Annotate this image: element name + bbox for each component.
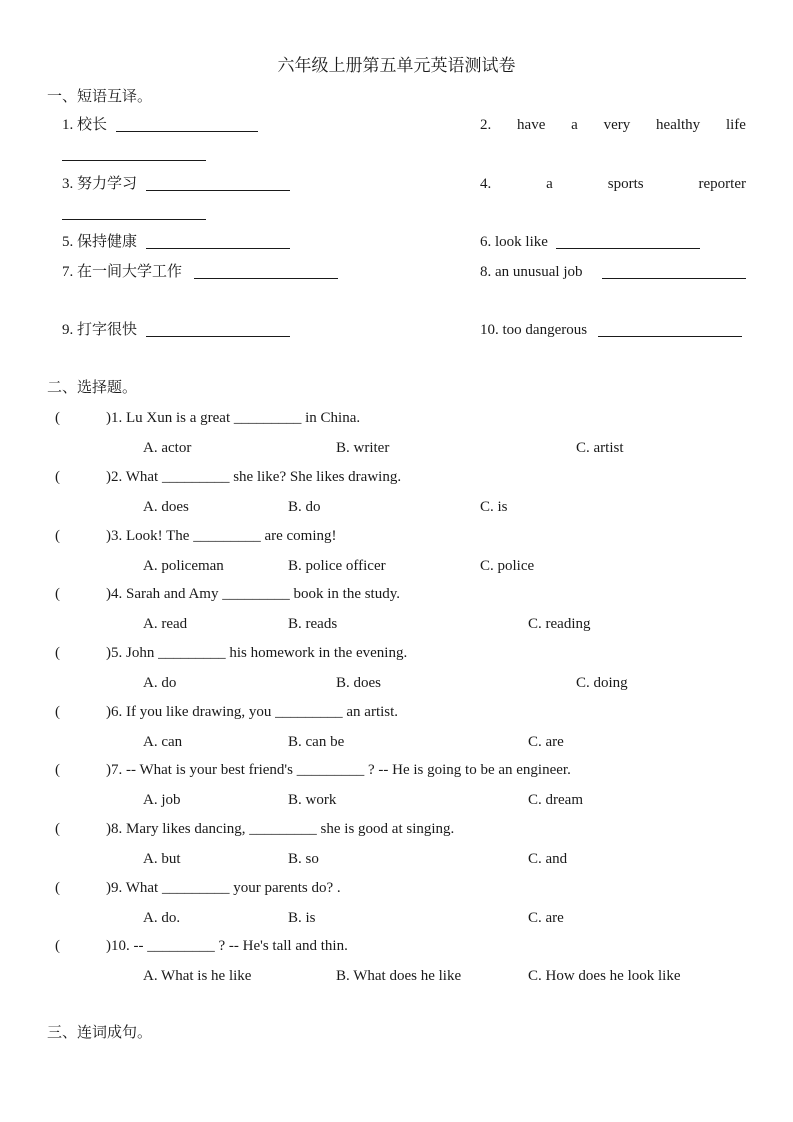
question-1: )1. Lu Xun is a great _________ in China.	[106, 410, 361, 426]
option-a-q9: A. do.	[143, 910, 181, 926]
phrase-item-9: 9. 打字很快	[62, 322, 138, 338]
word: life	[725, 117, 746, 133]
phrase-item-5: 5. 保持健康	[62, 234, 138, 250]
answer-line-10[interactable]	[598, 336, 742, 337]
phrase-item-6: 6. look like	[480, 234, 548, 250]
option-b-q3: B. police officer	[288, 558, 386, 574]
word: have	[517, 117, 546, 133]
option-a-q6: A. can	[143, 734, 183, 750]
question-3: )3. Look! The _________ are coming!	[106, 528, 337, 544]
answer-line-1[interactable]	[116, 131, 258, 132]
answer-paren-4[interactable]: (	[55, 586, 60, 602]
word: very	[603, 117, 631, 133]
answer-paren-1[interactable]: (	[55, 410, 60, 426]
option-b-q5: B. does	[336, 675, 381, 691]
question-7: )7. -- What is your best friend's _________ ? -- He is going to be an engineer.	[106, 762, 571, 778]
answer-paren-7[interactable]: (	[55, 762, 60, 778]
answer-line-6[interactable]	[556, 248, 700, 249]
question-4: )4. Sarah and Amy _________ book in the study.	[106, 586, 401, 602]
option-a-q5: A. do	[143, 675, 177, 691]
option-a-q2: A. does	[143, 499, 189, 515]
option-b-q6: B. can be	[288, 734, 345, 750]
option-a-q7: A. job	[143, 792, 181, 808]
word: 4.	[480, 176, 492, 192]
answer-line-3[interactable]	[146, 190, 290, 191]
answer-line-5[interactable]	[146, 248, 290, 249]
option-a-q1: A. actor	[143, 440, 192, 456]
option-a-q10: A. What is he like	[143, 968, 252, 984]
word: a	[571, 117, 578, 133]
option-b-q1: B. writer	[336, 440, 390, 456]
word: healthy	[656, 117, 701, 133]
question-8: )8. Mary likes dancing, _________ she is good at singing.	[106, 821, 455, 837]
answer-paren-6[interactable]: (	[55, 704, 60, 720]
word: reporter	[698, 176, 746, 192]
option-c-q8: C. and	[528, 851, 568, 867]
option-a-q3: A. policeman	[143, 558, 224, 574]
phrase-item-3: 3. 努力学习	[62, 176, 138, 192]
answer-paren-5[interactable]: (	[55, 645, 60, 661]
option-b-q9: B. is	[288, 910, 316, 926]
question-2: )2. What _________ she like? She likes drawing.	[106, 469, 402, 485]
option-c-q1: C. artist	[576, 440, 624, 456]
answer-paren-8[interactable]: (	[55, 821, 60, 837]
word: sports	[607, 176, 644, 192]
word: 2.	[480, 117, 492, 133]
answer-line-9[interactable]	[146, 336, 290, 337]
answer-line-2[interactable]	[62, 160, 206, 161]
option-c-q7: C. dream	[528, 792, 583, 808]
phrase-item-7: 7. 在一间大学工作	[62, 264, 183, 280]
option-c-q10: C. How does he look like	[528, 968, 681, 984]
phrase-item-4	[480, 174, 746, 194]
section2-heading: 二、选择题。	[47, 380, 138, 396]
option-c-q6: C. are	[528, 734, 564, 750]
phrase-item-10: 10. too dangerous	[480, 322, 588, 338]
question-6: )6. If you like drawing, you _________ an artist.	[106, 704, 399, 720]
option-b-q4: B. reads	[288, 616, 338, 632]
phrase-item-8: 8. an unusual job	[480, 264, 583, 280]
phrase-item-2	[480, 115, 746, 135]
option-c-q9: C. are	[528, 910, 564, 926]
section1-heading: 一、短语互译。	[47, 89, 153, 105]
page-title: 六年级上册第五单元英语测试卷	[277, 56, 516, 75]
answer-paren-3[interactable]: (	[55, 528, 60, 544]
option-c-q3: C. police	[480, 558, 535, 574]
answer-paren-10[interactable]: (	[55, 938, 60, 954]
option-b-q10: B. What does he like	[336, 968, 462, 984]
option-b-q8: B. so	[288, 851, 319, 867]
phrase-item-1: 1. 校长	[62, 117, 108, 133]
answer-line-8[interactable]	[602, 278, 746, 279]
answer-paren-2[interactable]: (	[55, 469, 60, 485]
answer-line-7[interactable]	[194, 278, 338, 279]
question-9: )9. What _________ your parents do? .	[106, 880, 341, 896]
section3-heading: 三、连词成句。	[47, 1025, 153, 1041]
option-a-q4: A. read	[143, 616, 188, 632]
answer-line-4[interactable]	[62, 219, 206, 220]
option-c-q2: C. is	[480, 499, 508, 515]
question-5: )5. John _________ his homework in the evening.	[106, 645, 408, 661]
question-10: )10. -- _________ ? -- He's tall and thin.	[106, 938, 348, 954]
word: a	[546, 176, 553, 192]
option-b-q7: B. work	[288, 792, 337, 808]
option-c-q5: C. doing	[576, 675, 628, 691]
option-a-q8: A. but	[143, 851, 181, 867]
option-b-q2: B. do	[288, 499, 321, 515]
answer-paren-9[interactable]: (	[55, 880, 60, 896]
option-c-q4: C. reading	[528, 616, 591, 632]
